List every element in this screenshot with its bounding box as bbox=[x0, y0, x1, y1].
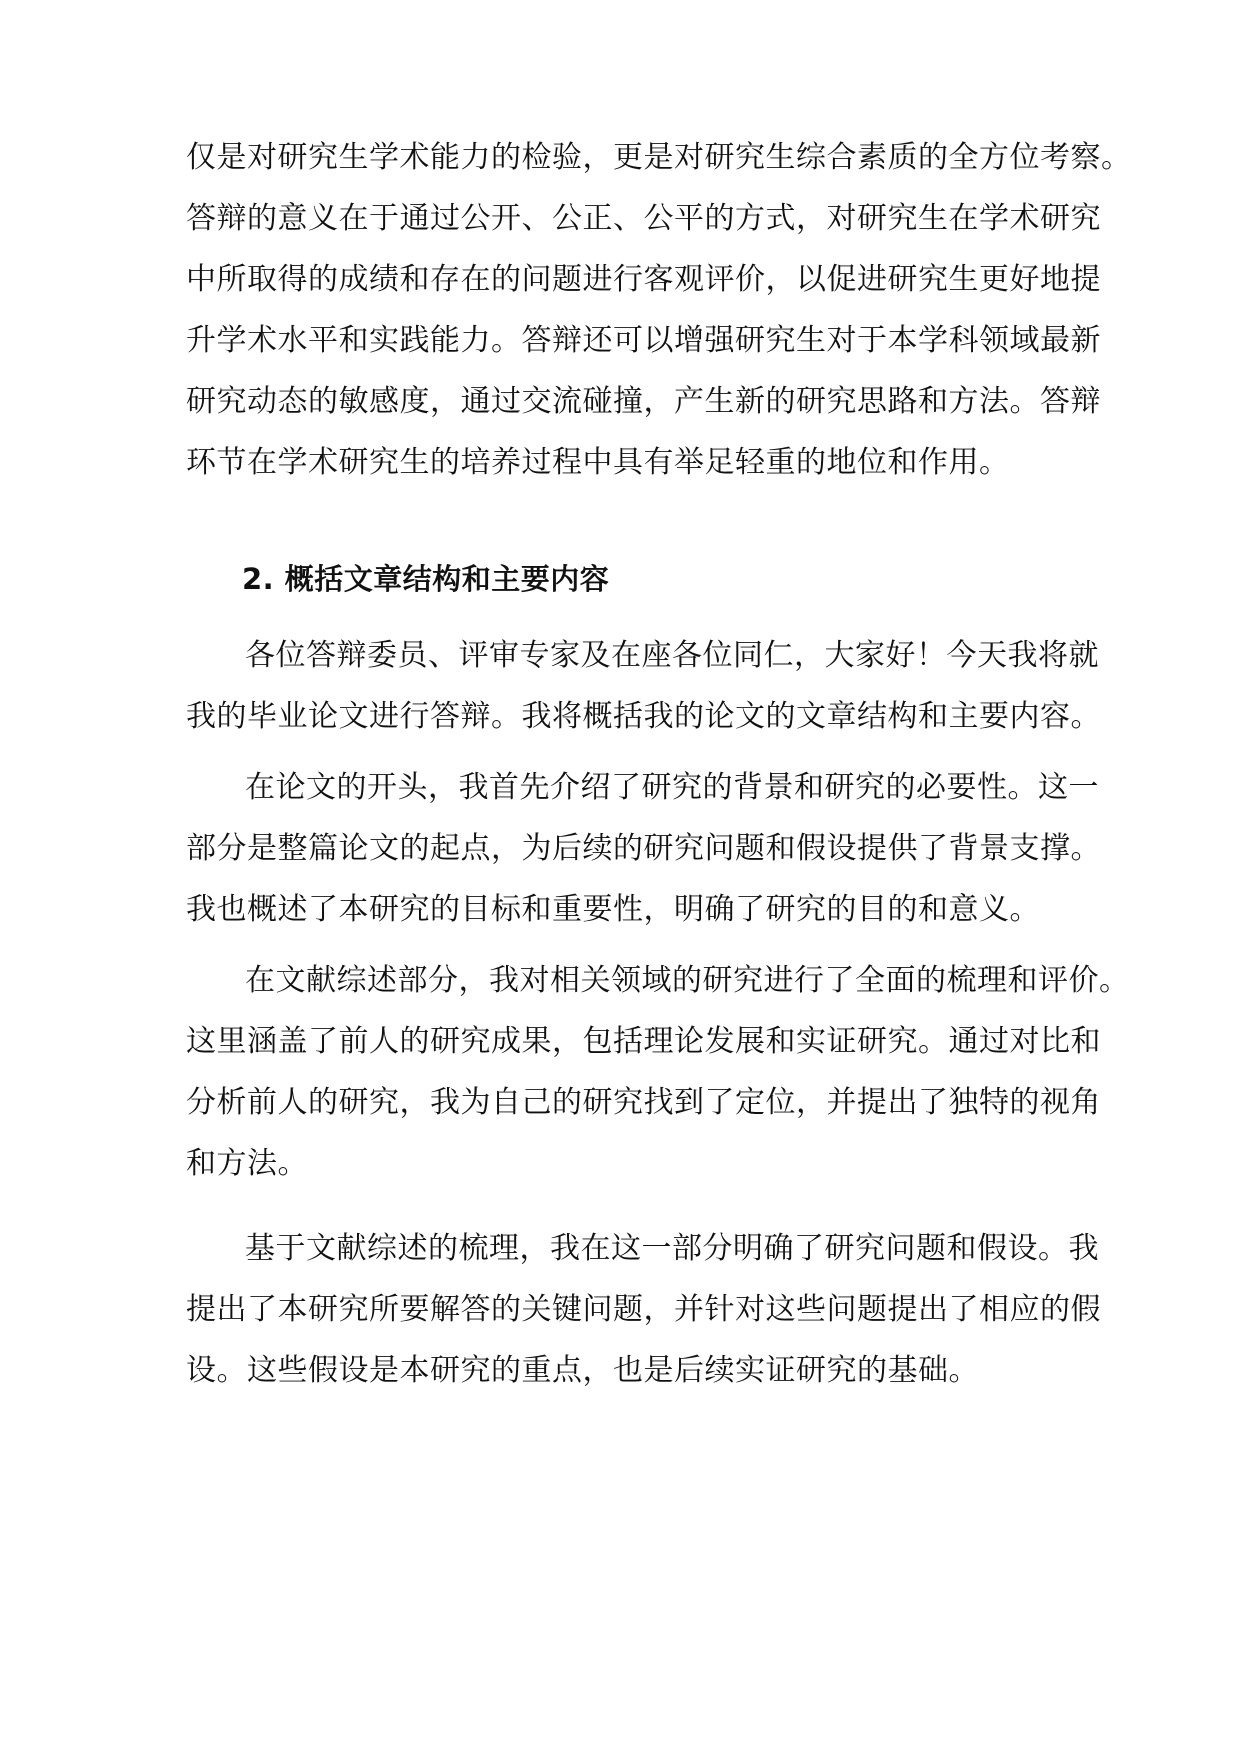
intro-line-2: 答辩的意义在于通过公开、公正、公平的方式，对研究生在学术研究 bbox=[186, 201, 1101, 236]
background-line-3: 我也概述了本研究的目标和重要性，明确了研究的目的和意义。 bbox=[186, 892, 1040, 927]
greeting-line-2: 我的毕业论文进行答辩。我将概括我的论文的文章结构和主要内容。 bbox=[186, 699, 1101, 734]
literature-line-2: 这里涵盖了前人的研究成果，包括理论发展和实证研究。通过对比和 bbox=[186, 1024, 1101, 1059]
greeting-line-1: 各位答辩委员、评审专家及在座各位同仁，大家好！今天我将就 bbox=[245, 638, 1099, 673]
background-line-1: 在论文的开头，我首先介绍了研究的背景和研究的必要性。这一 bbox=[245, 770, 1099, 805]
literature-line-4: 和方法。 bbox=[186, 1146, 308, 1181]
intro-line-3: 中所取得的成绩和存在的问题进行客观评价，以促进研究生更好地提 bbox=[186, 262, 1101, 297]
intro-line-1: 仅是对研究生学术能力的检验，更是对研究生综合素质的全方位考察。 bbox=[186, 140, 1132, 175]
hypothesis-line-2: 提出了本研究所要解答的关键问题，并针对这些问题提出了相应的假 bbox=[186, 1292, 1101, 1327]
background-line-2: 部分是整篇论文的起点，为后续的研究问题和假设提供了背景支撑。 bbox=[186, 831, 1101, 866]
hypothesis-line-1: 基于文献综述的梳理，我在这一部分明确了研究问题和假设。我 bbox=[245, 1231, 1099, 1266]
literature-line-3: 分析前人的研究，我为自己的研究找到了定位，并提出了独特的视角 bbox=[186, 1085, 1101, 1120]
intro-line-6: 环节在学术研究生的培养过程中具有举足轻重的地位和作用。 bbox=[186, 445, 1010, 480]
section-heading: 2. 概括文章结构和主要内容 bbox=[242, 562, 610, 596]
intro-line-5: 研究动态的敏感度，通过交流碰撞，产生新的研究思路和方法。答辩 bbox=[186, 384, 1101, 419]
intro-line-4: 升学术水平和实践能力。答辩还可以增强研究生对于本学科领域最新 bbox=[186, 323, 1101, 358]
hypothesis-line-3: 设。这些假设是本研究的重点，也是后续实证研究的基础。 bbox=[186, 1353, 979, 1388]
literature-line-1: 在文献综述部分，我对相关领域的研究进行了全面的梳理和评价。 bbox=[245, 963, 1130, 998]
